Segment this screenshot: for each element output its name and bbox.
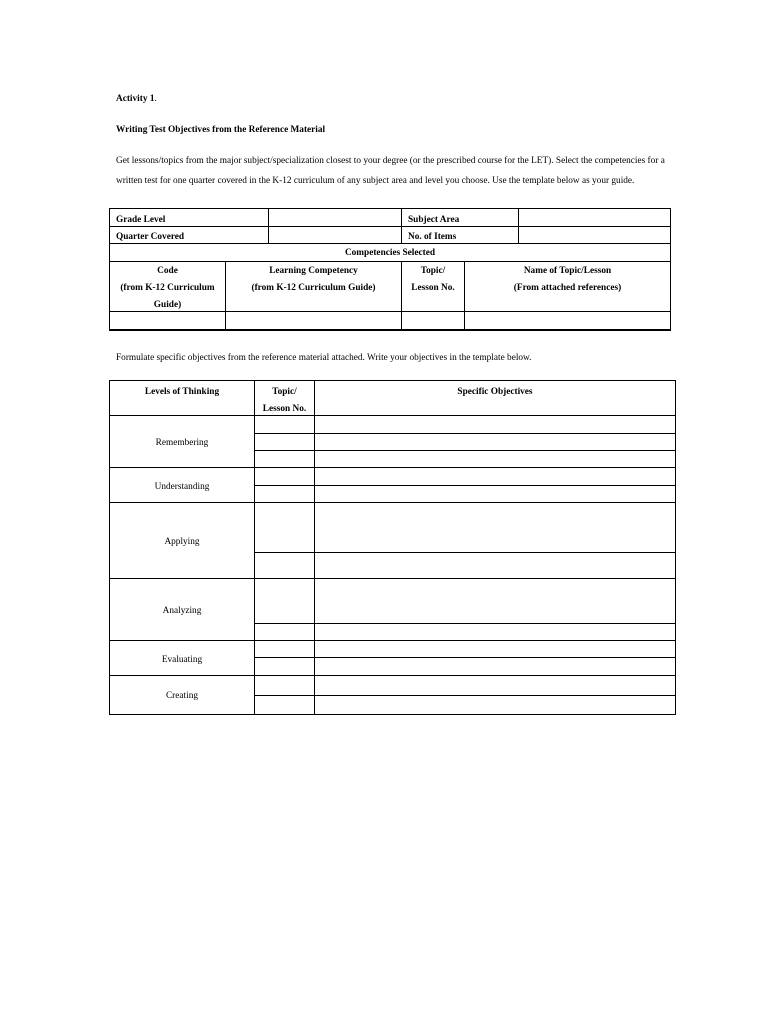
grade-level-label: Grade Level (116, 215, 166, 225)
topic-name-header: Name of Topic/Lesson (From attached references) (513, 266, 622, 293)
learning-competency-header: Learning Competency (from K-12 Curriculum Guide) (251, 266, 376, 293)
no-of-items-label: No. of Items (408, 232, 457, 242)
quarter-covered-label: Quarter Covered (116, 232, 185, 242)
competencies-selected-label: Competencies Selected (344, 248, 436, 258)
level-understanding: Understanding (154, 482, 210, 492)
instructions (116, 151, 676, 191)
specific-objectives-header: Specific Objectives (457, 387, 533, 397)
code-header: Code (from K-12 Curriculum Guide) (120, 266, 215, 310)
instructions-line-1: Get lessons/topics from the major subject/specialization closest to your degree (or the prescribed course for the LET). Select the competencies for a (116, 156, 665, 166)
level-remembering: Remembering (155, 438, 209, 448)
subject-area-label: Subject Area (408, 215, 460, 225)
level-creating: Creating (165, 691, 198, 701)
formulate-instructions: Formulate specific objectives from the reference material attached. Write your objectives in the template below. (116, 353, 532, 363)
level-evaluating: Evaluating (161, 655, 203, 665)
topic-lesson-header: Topic/ Lesson No. (411, 266, 455, 293)
level-analyzing: Analyzing (162, 606, 202, 616)
topic-lesson-no-header: Topic/ Lesson No. (262, 387, 307, 414)
level-applying: Applying (164, 537, 200, 547)
levels-of-thinking-header: Levels of Thinking (144, 387, 220, 397)
activity-title: Activity 1. (116, 94, 157, 104)
activity-subtitle: Writing Test Objectives from the Reference Material (116, 125, 326, 135)
instructions-line-2: written test for one quarter covered in the K-12 curriculum of any subject area and level you choose. Use the template below as your guide. (116, 176, 635, 186)
